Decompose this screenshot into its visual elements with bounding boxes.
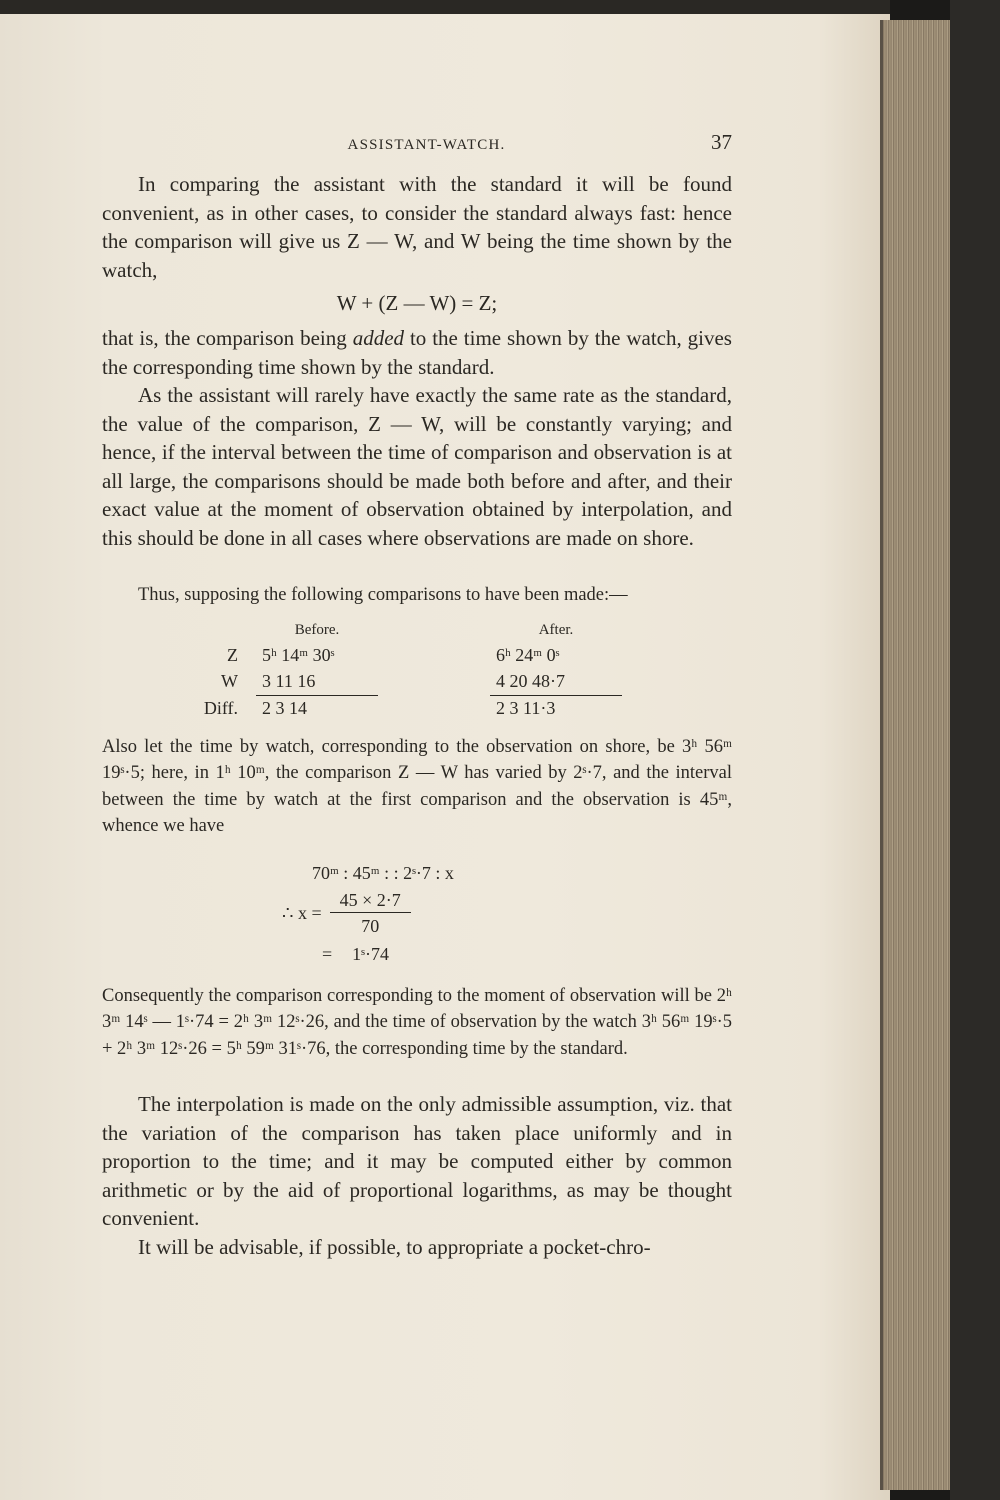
emphasis-added: added: [352, 326, 405, 350]
paragraph-1: In comparing the assistant with the standard it will be found convenient, as in other cases, to consider the standard always fast: hence the comparison will give us Z — W, and W being the time shown by the watch,: [102, 172, 732, 282]
paragraph-4: Thus, supposing the following comparisons to have been made:—: [138, 585, 628, 605]
result-line: [282, 939, 732, 969]
paragraph-8: It will be advisable, if possible, to appropriate a pocket-chro-: [138, 1234, 651, 1259]
proportion-line: 70ᵐ : 45ᵐ : : 2ˢ·7 : x: [312, 862, 454, 883]
paragraph-3: As the assistant will rarely have exactly the same rate as the standard, the value of the comparison, Z — W, will be constantly varying; and hence, if the interval between the time of comparison and observation is at all large, the comparisons should be made both before and after, and their exact value at the moment of observation obtained by interpolation, and this should be done in all cases where observations are made on shore.: [102, 383, 732, 550]
table-row: [172, 643, 622, 669]
equation-1: W + (Z — W) = Z;: [336, 291, 498, 315]
cell-after: 6ʰ 24ᵐ 0ˢ: [496, 645, 560, 665]
paragraph-2-end: to the time shown by the watch, gives the corresponding time shown by the standard.: [102, 326, 732, 379]
column-header-before: Before.: [294, 622, 340, 638]
page-content: [102, 130, 732, 1261]
comparison-table: [172, 619, 622, 722]
therefore-x: ∴ x =: [282, 903, 322, 923]
page-header: [102, 130, 732, 170]
cell-before: 3 11 16: [256, 669, 378, 696]
fraction: [330, 888, 411, 939]
cell-before: 5ʰ 14ᵐ 30ˢ: [262, 645, 335, 665]
row-label: Diff.: [203, 697, 238, 718]
running-head: ASSISTANT-WATCH.: [347, 137, 506, 153]
row-label: W: [221, 671, 238, 692]
paragraph-5: Also let the time by watch, corresponding to the observation on shore, be 3ʰ 56ᵐ 19ˢ·5; here, in 1ʰ 10ᵐ, the comparison Z — W has varied by 2ˢ·7, and the interval between the time by watch at the first comparison and the observation is 45ᵐ, whence we have: [102, 736, 732, 836]
cell-before: 2 3 14: [262, 698, 307, 718]
page-edges: [880, 20, 953, 1490]
fraction-line: [282, 888, 732, 939]
cell-after: 4 20 48·7: [490, 669, 622, 696]
paragraph-2: [102, 324, 732, 381]
page-number: 37: [711, 130, 732, 154]
paragraph-6: Consequently the comparison corresponding to the moment of observation will be 2ʰ 3ᵐ 14ˢ — 1ˢ·74 = 2ʰ 3ᵐ 12ˢ·26, and the time of observation by the watch 3ʰ 56ᵐ 19ˢ·5 + 2ʰ 3ᵐ 12ˢ·26 = 5ʰ 59ᵐ 31ˢ·76, the corresponding time by the standard.: [102, 985, 732, 1059]
column-header-after: After.: [538, 622, 574, 638]
paragraph-2-start: that is, the comparison being: [102, 326, 353, 350]
result-value: 1ˢ·74: [352, 943, 389, 964]
numerator: 45 × 2·7: [330, 888, 411, 913]
denominator: 70: [361, 915, 380, 936]
cell-after: 2 3 11·3: [496, 698, 556, 718]
interpolation-formula: [282, 858, 732, 969]
equals-sign: =: [322, 943, 333, 964]
table-row: [172, 669, 622, 696]
book-cover: [950, 0, 1000, 1500]
table-row: [172, 695, 622, 722]
paragraph-7: The interpolation is made on the only admissible assumption, viz. that the variation of the comparison has taken place uniformly and in proportion to the time; and it may be computed either by common arithmetic or by the aid of proportional logarithms, as may be thought convenient.: [102, 1092, 732, 1230]
row-label: Z: [227, 645, 238, 665]
